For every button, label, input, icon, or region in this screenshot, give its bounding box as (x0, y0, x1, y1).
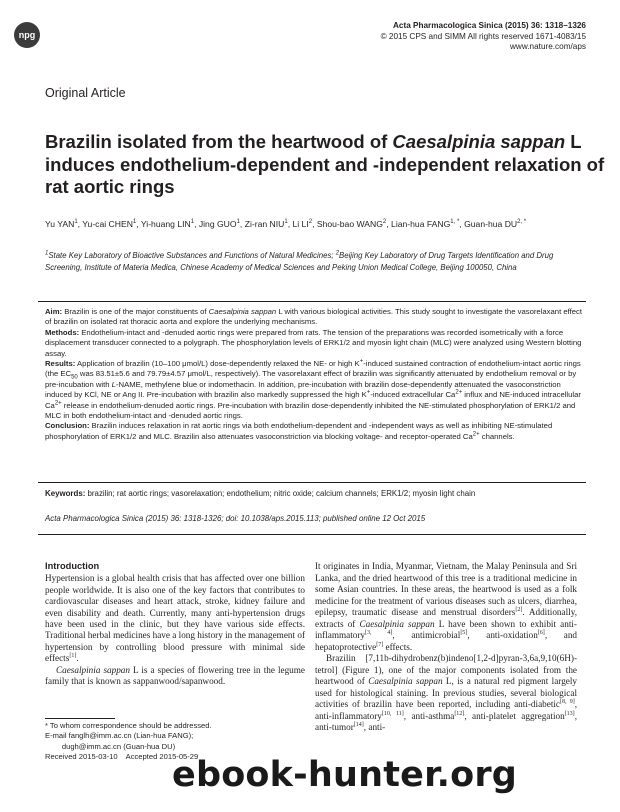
author-name: Yu YAN (45, 219, 75, 229)
copyright-line: © 2015 CPS and SIMM All rights reserved 1671-4083/15 (380, 31, 586, 41)
email-line[interactable]: E-mail fanglh@imm.ac.cn (Lian-hua FANG); (45, 731, 194, 741)
affiliation-marker: 1 (45, 250, 49, 257)
divider (38, 534, 586, 535)
divider (38, 301, 586, 302)
journal-header (381, 21, 586, 53)
title-text: Brazilin isolated from the heartwood of (45, 131, 393, 152)
article-type-label: Original Article (45, 86, 126, 100)
npg-logo: npg (14, 22, 40, 48)
abstract-methods: Methods: Endothelium-intact and -denuded aortic rings were prepared from rats. The tension of the preparations was recorded isometrically with a force displacement transducer connected to a polygraph. The phosphorylation levels of ERK1/2 and myosin light chain (MLC) were analyzed using Western blotting assay. (45, 327, 582, 358)
author-name: Guan-hua DU (464, 219, 518, 229)
affiliation-marker: 2 (335, 250, 340, 257)
author-name: Shou-bao WANG (316, 219, 383, 229)
author-name: Li LI (292, 219, 309, 229)
paragraph: Hypertension is a global health crisis that has affected over one billion people worldwide. It is also one of the key factors that contributes to cardiovascular diseases and heart attack, stroke, kidney failure and even disability and death. Currently, many anti-hypertension drugs have been used in the clinic, but they have various side effects. Traditional herbal medicines have a long history in the management of hypertension by controlling blood pressure with minimal side effects[1]. (45, 573, 305, 664)
paragraph: Caesalpinia sappan L is a species of flowering tree in the legume family that is known as sappanwood/sapanwood. (45, 664, 305, 687)
footnote-rule (45, 718, 115, 719)
section-heading-introduction: Introduction (45, 561, 100, 571)
intro-left-column (45, 561, 305, 687)
abstract-conclusion: Conclusion: Brazilin induces relaxation in rat aortic rings via both endothelium-dependent and -independent ways as well as inhibiting NE-stimulated phosphorylation of ERK1/2 and MLC. Brazilin also attenuates vasoconstriction via blocking voltage- and receptor-operated $Ca^{2+}$ channels. (45, 421, 553, 441)
title-species: Caesalpinia sappan (392, 131, 566, 152)
keywords: Keywords: brazilin; rat aortic rings; vasorelaxation; endothelium; nitric oxide; calcium channels; ERK1/2; myosin light chain (45, 489, 476, 498)
abstract-results: Results: Application of brazilin (10–100 μmol/L) dose-dependently relaxed the NE- or high K+-induced sustained contraction of endothelium-intact aortic rings (the $EC_{50}$ was 83.51±5.6 and 79.79±4.57 μmol/L, respectively). The vasorelaxant effect of brazilin was significantly attenuated by endothelium removal or by pre-incubation with L-NAME, methylene blue or indomethacin. In addition, pre-incubation with brazilin dose-dependently attenuated the vasoconstriction induced by KCl, NE or Ang II. Pre-incubation with brazilin also markedly suppressed the high K+-induced extracellular $Ca^{2+}$ influx and NE-induced intracellular $Ca^{2+}$ release in endothelium-denuded aortic rings. Pre-incubation with brazilin dose-dependently inhibited the NE-stimulated phosphorylation of ERK1/2 and MLC in both endothelium-intact and -denuded aortic rings. (45, 358, 581, 421)
watermark: ebook-hunter.org (172, 755, 518, 795)
author-name: Yi-huang LIN (140, 219, 191, 229)
author-list: Yu YAN$^1$, Yu-cai CHEN$^1$, Yi-huang LIN$^1$, Jing GUO$^1$, Zi-ran NIU$^1$, Li $LI^2$, Shou-bao WANG$^2$, Lian-hua $FANG^{1, *}$, Guan-hua $DU^{2, *}$ (45, 219, 527, 229)
author-affiliation-marker: 2 (308, 219, 313, 226)
paragraph: It originates in India, Myanmar, Vietnam, the Malay Peninsula and Sri Lanka, and the dried heartwood of this tree is a traditional medicine in some Asian countries. In these areas, the heartwood is used as a folk medicine for the treatment of various diseases such as ulcers, diarrhea, epilepsy, traumatic disease and menstrual disorders[2]. Additionally, extracts of Caesalpinia sappan L have been shown to exhibit anti-inflammatory[3, 4], antimicrobial[5], anti-oxidation[6], and hepatoprotective[7] effects. (315, 561, 578, 652)
author-affiliation-marker: 1 (190, 219, 195, 226)
author-affiliation-marker: 2 (382, 219, 387, 226)
author-affiliation-marker: 1 (236, 219, 240, 226)
author-name: Yu-cai CHEN (82, 219, 133, 229)
abstract (45, 307, 585, 442)
paragraph: Brazilin [7,11b-dihydrobenz(b)indeno[1,2-d]pyran-3,6a,9,10(6H)-tetrol] (Figure 1), one of the major components isolated from the heartwood of Caesalpinia sappan L, is a natural red pigment largely used for histological staining. In previous studies, several biological activities of brazilin have been reported, including anti-diabetic[8, 9], anti-inflammatory[10, 11], anti-asthma[12], anti-platelet aggregation[13], anti-tumor[14], anti- (315, 653, 578, 732)
divider (38, 482, 586, 483)
author-affiliation-marker: 1, * (450, 219, 460, 226)
author-affiliation-marker: 1 (74, 219, 78, 226)
intro-right-column (315, 561, 577, 734)
author-name: Jing GUO (198, 219, 237, 229)
author-affiliation-marker: 1 (284, 219, 288, 226)
author-name: Zi-ran NIU (244, 219, 285, 229)
author-affiliation-marker: 2, * (517, 219, 527, 226)
affiliations (45, 250, 585, 273)
journal-citation-line: Acta Pharmacologica Sinica (2015) 36: 1318–1326 (393, 21, 586, 30)
article-title (45, 131, 605, 199)
author-name: Lian-hua FANG (391, 219, 451, 229)
email-line[interactable]: dugh@imm.ac.cn (Guan-hua DU) (45, 741, 176, 751)
title-text-continued: L induces endothelium-dependent and -independent relaxation of rat aortic rings (45, 131, 605, 197)
abstract-aim: Aim: Brazilin is one of the major constituents of Caesalpinia sappan L with various biological activities. This study sought to investigate the vasorelaxant effect of brazilin on isolated rat thoracic aorta and explore the underlying mechanisms. (45, 307, 583, 327)
article-citation: Acta Pharmacologica Sinica (2015) 36: 1318-1326; doi: 10.1038/aps.2015.113; published online 12 Oct 2015 (45, 514, 426, 523)
author-affiliation-marker: 1 (132, 219, 137, 226)
affiliation-2: Beijing Key Laboratory of Drug Targets Identification and Drug Screening, Institute of Materia Medica, Chinese Academy of Medical Sciences and Peking Union Medical College, Beijing 100050, China (45, 251, 554, 272)
received-accepted-dates: Received 2015-03-10 Accepted 2015-05-29 (45, 751, 199, 761)
correspondence-note: * To whom correspondence should be addressed. (45, 721, 212, 730)
affiliation-1: State Key Laboratory of Bioactive Substances and Functions of Natural Medicines; (48, 251, 336, 260)
journal-url[interactable]: www.nature.com/aps (510, 42, 586, 51)
